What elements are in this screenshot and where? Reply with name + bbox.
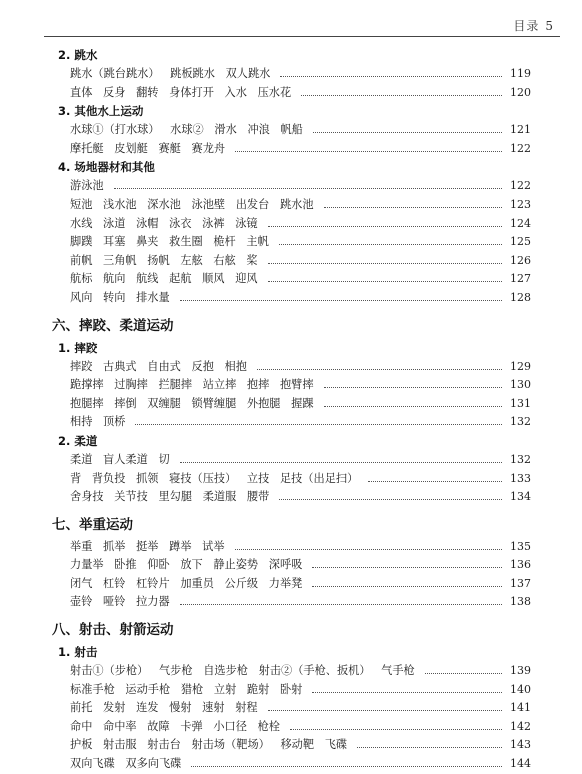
dot-leader — [280, 75, 502, 77]
dot-leader — [368, 480, 502, 482]
toc-entry — [70, 470, 531, 489]
subsection-heading: 1. 射击 — [58, 645, 98, 660]
toc-entry-text: 双向飞碟 双多向飞碟 — [70, 757, 182, 771]
toc-page-number: 125 — [510, 235, 531, 249]
toc-page-number: 135 — [510, 539, 531, 553]
dot-leader — [180, 299, 502, 301]
dot-leader — [191, 765, 502, 767]
toc-entry-text: 跪撑摔 过胸摔 拦腿摔 站立摔 抱摔 抱臂摔 — [70, 378, 314, 392]
toc-entry-text: 命中 命中率 故障 卡弹 小口径 枪栓 — [70, 719, 280, 733]
toc-page-number: 127 — [510, 272, 531, 286]
running-header — [513, 17, 554, 34]
dot-leader — [312, 691, 502, 693]
toc-page-number: 123 — [510, 197, 531, 211]
toc-entry — [70, 358, 531, 377]
subsection-heading: 2. 跳水 — [58, 48, 98, 62]
dot-leader — [235, 150, 502, 152]
toc-entry-text: 游泳池 — [70, 179, 104, 193]
dot-leader — [425, 672, 502, 674]
toc-entry-text: 相持 顶桥 — [70, 415, 126, 429]
toc-page-number: 122 — [510, 179, 531, 193]
subsection-heading: 2. 柔道 — [58, 433, 98, 448]
subsection-heading: 3. 其他水上运动 — [58, 104, 144, 119]
toc-entry-text: 举重 抓举 挺举 蹲举 试举 — [70, 539, 225, 553]
toc-entry — [70, 252, 531, 271]
dot-leader — [279, 498, 502, 500]
toc-page-number: 119 — [510, 67, 531, 80]
toc-entry — [70, 736, 531, 755]
dot-leader — [324, 386, 502, 388]
toc-page-number: 130 — [510, 378, 531, 392]
toc-page-number: 132 — [510, 452, 531, 466]
dot-leader — [312, 566, 502, 568]
toc-entry — [70, 718, 531, 737]
subsection-heading: 4. 场地器材和其他 — [58, 160, 155, 175]
section-heading: 七、举重运动 — [52, 516, 133, 533]
toc-entry-text: 前帆 三角帆 扬帆 左舷 右舷 桨 — [70, 253, 258, 267]
toc-entry — [70, 196, 531, 215]
dot-leader — [279, 243, 502, 245]
toc-entry-text: 摔跤 古典式 自由式 反抱 相抱 — [70, 359, 247, 373]
header-rule — [44, 36, 560, 37]
toc-page-number: 126 — [510, 253, 531, 267]
header-title-text: 目录 — [513, 19, 540, 33]
toc-entry — [70, 662, 531, 681]
dot-leader — [290, 728, 502, 730]
dot-leader — [114, 187, 502, 189]
toc-entry-text: 水球①（打水球） 水球② 滑水 冲浪 帆船 — [70, 123, 303, 137]
toc-entry — [70, 699, 531, 718]
header-page-number: 5 — [545, 19, 554, 33]
toc-page-number: 144 — [510, 757, 531, 771]
toc-page-number: 138 — [510, 595, 531, 609]
toc-page-number: 142 — [510, 719, 531, 733]
toc-page-number: 133 — [510, 471, 531, 485]
toc-entry — [70, 593, 531, 612]
toc-entry-text: 航标 航向 航线 起航 顺风 迎风 — [70, 272, 258, 286]
toc-entry — [70, 395, 531, 414]
page-header — [0, 0, 582, 38]
toc-entry-text: 水线 泳道 泳帽 泳衣 泳裤 泳镜 — [70, 216, 258, 230]
dot-leader — [268, 225, 502, 227]
toc-entry — [70, 177, 531, 196]
toc-page-number: 124 — [510, 216, 531, 230]
toc-entry — [70, 289, 531, 308]
toc-page-number: 134 — [510, 490, 531, 504]
toc-entry-text: 前托 发射 连发 慢射 速射 射程 — [70, 701, 258, 715]
toc-entry — [70, 233, 531, 252]
table-of-contents — [0, 46, 582, 774]
toc-entry-text: 跳水（跳台跳水） 跳板跳水 双人跳水 — [70, 67, 271, 80]
dot-leader — [268, 262, 502, 264]
toc-entry — [70, 376, 531, 395]
section-heading: 六、摔跤、柔道运动 — [52, 317, 174, 334]
toc-entry-text: 护板 射击服 射击台 射击场（靶场） 移动靶 飞碟 — [70, 738, 348, 752]
toc-entry — [70, 488, 531, 507]
dot-leader — [180, 603, 502, 605]
toc-page-number: 143 — [510, 738, 531, 752]
toc-entry-text: 舍身技 关节技 里勾腿 柔道服 腰带 — [70, 490, 270, 504]
toc-page-number: 129 — [510, 359, 531, 373]
toc-entry-text: 抱腿摔 摔倒 双缠腿 锁臂缠腿 外抱腿 握踝 — [70, 396, 314, 410]
toc-entry-text: 射击①（步枪） 气步枪 自选步枪 射击②（手枪、扳机） 气手枪 — [70, 664, 415, 678]
dot-leader — [357, 746, 502, 748]
toc-page-number: 137 — [510, 576, 531, 590]
toc-entry-text: 柔道 盲人柔道 切 — [70, 452, 170, 466]
toc-page-number: 139 — [510, 664, 531, 678]
section-heading: 八、射击、射箭运动 — [52, 622, 174, 639]
toc-entry — [70, 451, 531, 470]
toc-entry-text: 摩托艇 皮划艇 赛艇 赛龙舟 — [70, 141, 226, 155]
toc-entry — [70, 270, 531, 289]
dot-leader — [235, 548, 502, 550]
toc-entry-text: 壶铃 哑铃 拉力器 — [70, 595, 170, 609]
dot-leader — [312, 585, 502, 587]
toc-entry-text: 风向 转向 排水量 — [70, 290, 170, 304]
dot-leader — [180, 461, 502, 463]
subsection-heading: 1. 摔跤 — [58, 340, 98, 355]
dot-leader — [135, 423, 502, 425]
dot-leader — [313, 131, 502, 133]
toc-entry — [70, 215, 531, 234]
toc-page-number: 136 — [510, 558, 531, 572]
toc-entry-text: 直体 反身 翻转 身体打开 入水 压水花 — [70, 85, 292, 99]
toc-entry — [70, 556, 531, 575]
dot-leader — [301, 94, 502, 96]
toc-page-number: 128 — [510, 290, 531, 304]
toc-page-number: 120 — [510, 85, 531, 99]
toc-entry — [70, 140, 531, 159]
toc-entry — [70, 84, 531, 103]
toc-entry — [70, 538, 531, 557]
toc-entry-text: 闭气 杠铃 杠铃片 加重员 公斤级 力举凳 — [70, 576, 303, 590]
dot-leader — [324, 405, 502, 407]
dot-leader — [257, 368, 502, 370]
toc-page-number: 121 — [510, 123, 531, 137]
dot-leader — [324, 206, 502, 208]
dot-leader — [268, 280, 502, 282]
toc-entry — [70, 575, 531, 594]
toc-page-number: 140 — [510, 682, 531, 696]
toc-entry-text: 脚蹼 耳塞 鼻夹 救生圈 桅杆 主帆 — [70, 235, 269, 249]
toc-entry-text: 力量举 卧推 仰卧 放下 静止姿势 深呼吸 — [70, 558, 303, 572]
toc-entry — [70, 65, 531, 84]
toc-entry-text: 短池 浅水池 深水池 泳池壁 出发台 跳水池 — [70, 197, 314, 211]
toc-page-number: 132 — [510, 415, 531, 429]
toc-entry-text: 标准手枪 运动手枪 猎枪 立射 跪射 卧射 — [70, 682, 303, 696]
dot-leader — [268, 709, 502, 711]
toc-page-number: 131 — [510, 396, 531, 410]
toc-entry-text: 背 背负投 抓领 寝技（压技） 立技 足技（出足扫） — [70, 471, 359, 485]
toc-page-number: 122 — [510, 141, 531, 155]
toc-entry — [70, 681, 531, 700]
toc-entry — [70, 755, 531, 774]
toc-entry — [70, 413, 531, 432]
toc-entry — [70, 121, 531, 140]
toc-page-number: 141 — [510, 701, 531, 715]
